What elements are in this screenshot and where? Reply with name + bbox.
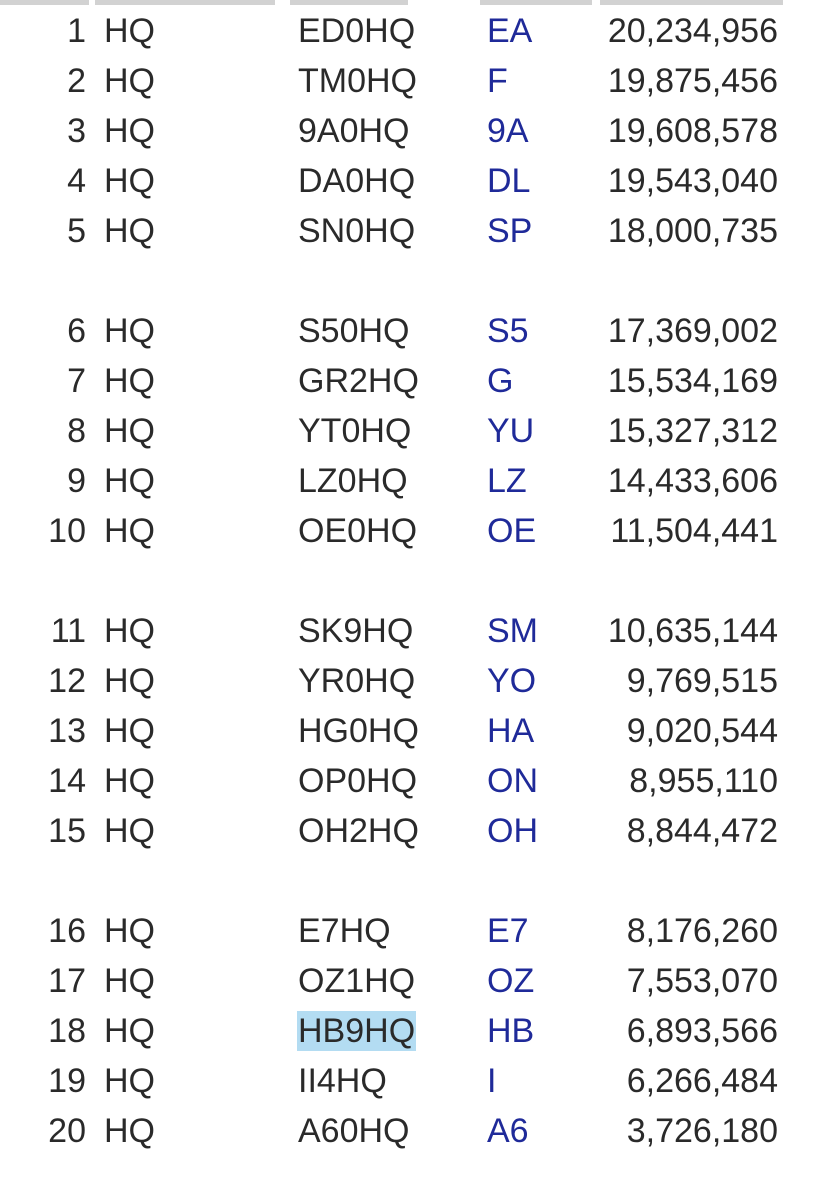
category-cell: HQ [104,912,155,950]
callsign-cell: E7HQ [298,912,391,950]
column-header-rule [290,0,408,5]
rank-cell: 11 [50,612,86,650]
category-cell: HQ [104,12,155,50]
table-row [0,656,838,706]
column-header-rule [600,0,783,5]
score-cell: 19,543,040 [607,162,778,200]
prefix-link[interactable]: OE [487,512,537,550]
score-cell: 6,266,484 [626,1062,778,1100]
score-cell: 15,534,169 [607,362,778,400]
table-row [0,56,838,106]
score-cell: 11,504,441 [610,512,778,550]
rank-cell: 9 [67,462,86,500]
rank-cell: 14 [48,762,86,800]
score-cell: 19,608,578 [607,112,778,150]
table-row [0,206,838,256]
prefix-link[interactable]: A6 [487,1112,529,1150]
category-cell: HQ [104,762,155,800]
rank-cell: 12 [48,662,86,700]
score-cell: 8,844,472 [626,812,778,850]
prefix-link[interactable]: HB [487,1012,535,1050]
callsign-cell: GR2HQ [298,362,419,400]
score-cell: 8,955,110 [629,762,778,800]
rank-cell: 3 [67,112,86,150]
table-row [0,306,838,356]
callsign-cell: 9A0HQ [298,112,410,150]
score-cell: 7,553,070 [626,962,778,1000]
rank-cell: 5 [67,212,86,250]
column-header-rule [480,0,592,5]
category-cell: HQ [104,962,155,1000]
callsign-cell: OZ1HQ [298,962,416,1000]
score-cell: 3,726,180 [626,1112,778,1150]
rank-cell: 20 [48,1112,86,1150]
category-cell: HQ [104,712,155,750]
prefix-link[interactable]: SP [487,212,533,250]
category-cell: HQ [104,62,155,100]
category-cell: HQ [104,112,155,150]
callsign-cell: SN0HQ [298,212,416,250]
category-cell: HQ [104,512,155,550]
table-row [0,356,838,406]
score-cell: 14,433,606 [607,462,778,500]
callsign-cell: OE0HQ [298,512,418,550]
score-cell: 20,234,956 [607,12,778,50]
prefix-link[interactable]: DL [487,162,531,200]
callsign-cell: YT0HQ [298,412,412,450]
prefix-link[interactable]: F [487,62,508,100]
category-cell: HQ [104,812,155,850]
rank-cell: 16 [48,912,86,950]
table-row [0,156,838,206]
callsign-cell: SK9HQ [298,612,414,650]
prefix-link[interactable]: HA [487,712,535,750]
rank-cell: 10 [48,512,86,550]
category-cell: HQ [104,412,155,450]
table-row [0,606,838,656]
category-cell: HQ [104,362,155,400]
rank-cell: 13 [48,712,86,750]
callsign-cell: OH2HQ [298,812,419,850]
category-cell: HQ [104,312,155,350]
score-cell: 9,020,544 [626,712,778,750]
prefix-link[interactable]: EA [487,12,533,50]
callsign-cell: LZ0HQ [298,462,408,500]
callsign-cell: HG0HQ [298,712,419,750]
table-row [0,1106,838,1156]
prefix-link[interactable]: OZ [487,962,535,1000]
category-cell: HQ [104,212,155,250]
score-cell: 15,327,312 [607,412,778,450]
callsign-cell: TM0HQ [298,62,417,100]
category-cell: HQ [104,162,155,200]
prefix-link[interactable]: G [487,362,514,400]
table-row [0,906,838,956]
category-cell: HQ [104,462,155,500]
prefix-link[interactable]: YU [487,412,535,450]
prefix-link[interactable]: OH [487,812,538,850]
rank-cell: 7 [67,362,86,400]
prefix-link[interactable]: E7 [487,912,529,950]
prefix-link[interactable]: S5 [487,312,529,350]
score-cell: 19,875,456 [607,62,778,100]
callsign-cell: ED0HQ [298,12,416,50]
table-row [0,106,838,156]
prefix-link[interactable]: I [487,1062,497,1100]
score-cell: 8,176,260 [626,912,778,950]
category-cell: HQ [104,1062,155,1100]
score-cell: 18,000,735 [607,212,778,250]
table-row [0,406,838,456]
rank-cell: 15 [48,812,86,850]
category-cell: HQ [104,662,155,700]
callsign-cell: DA0HQ [298,162,416,200]
table-row [0,756,838,806]
score-cell: 10,635,144 [607,612,778,650]
prefix-link[interactable]: ON [487,762,538,800]
category-cell: HQ [104,612,155,650]
rank-cell: 18 [48,1012,86,1050]
table-row [0,506,838,556]
table-row [0,1006,838,1056]
column-header-rule [95,0,275,5]
callsign-cell-selected[interactable]: HB9HQ [298,1012,416,1050]
callsign-cell: S50HQ [298,312,410,350]
table-row [0,456,838,506]
rank-cell: 17 [48,962,86,1000]
rank-cell: 1 [67,12,86,50]
table-row [0,1056,838,1106]
category-cell: HQ [104,1112,155,1150]
rank-cell: 19 [48,1062,86,1100]
prefix-link[interactable]: LZ [487,462,527,500]
callsign-cell: OP0HQ [298,762,418,800]
score-cell: 17,369,002 [607,312,778,350]
results-table [0,6,838,1156]
callsign-cell: A60HQ [298,1112,410,1150]
column-header-rule [0,0,89,5]
rank-cell: 2 [67,62,86,100]
prefix-link[interactable]: YO [487,662,537,700]
callsign-cell: YR0HQ [298,662,416,700]
table-row [0,706,838,756]
table-row [0,6,838,56]
score-cell: 9,769,515 [626,662,778,700]
rank-cell: 8 [67,412,86,450]
table-row [0,806,838,856]
rank-cell: 4 [67,162,86,200]
table-row [0,956,838,1006]
prefix-link[interactable]: SM [487,612,538,650]
callsign-cell: II4HQ [298,1062,387,1100]
prefix-link[interactable]: 9A [487,112,529,150]
rank-cell: 6 [67,312,86,350]
category-cell: HQ [104,1012,155,1050]
score-cell: 6,893,566 [626,1012,778,1050]
